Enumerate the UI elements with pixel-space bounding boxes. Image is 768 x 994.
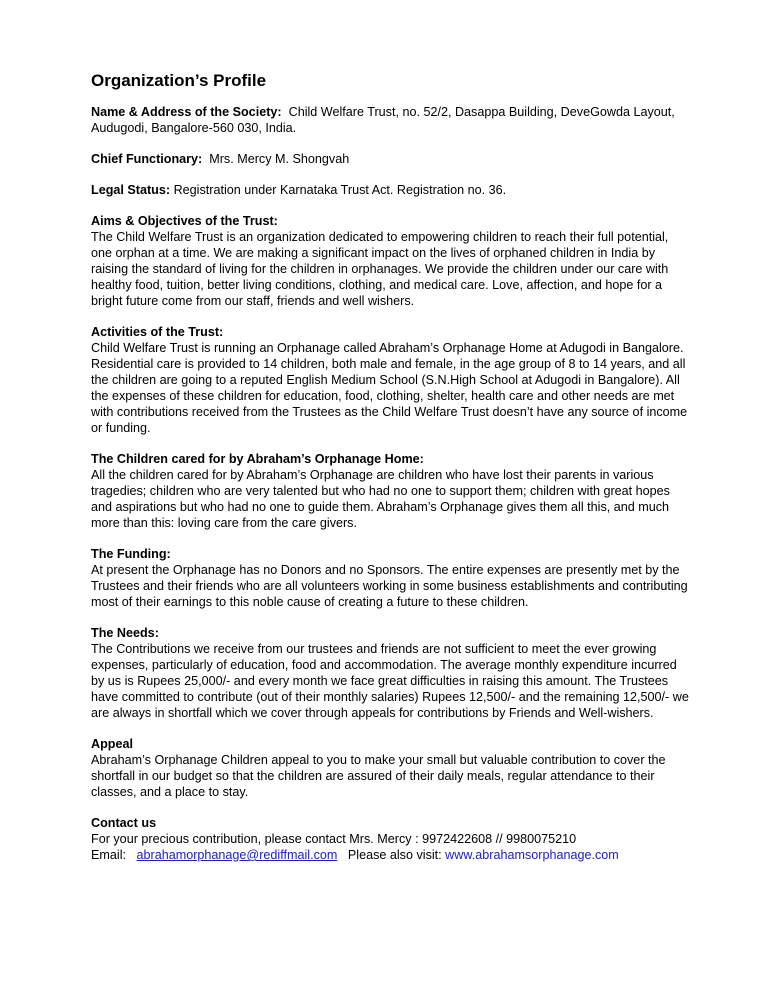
page-title: Organization’s Profile <box>91 71 267 90</box>
aims-heading: Aims & Objectives of the Trust: <box>91 214 278 228</box>
email-label: Email: <box>91 848 126 862</box>
funding-heading: The Funding: <box>91 547 171 561</box>
name-address-section <box>91 104 691 136</box>
aims-section <box>91 213 691 309</box>
website-link[interactable]: www.abrahamsorphanage.com <box>445 848 619 862</box>
activities-heading: Activities of the Trust: <box>91 325 224 339</box>
funding-section <box>91 546 691 610</box>
legal-section <box>91 182 691 198</box>
chief-label: Chief Functionary: <box>91 152 203 166</box>
needs-body: The Contributions we receive from our trustees and friends are not sufficient to meet the ever growing expenses, particularly of education, food and accommodation. The average monthly expenditure incurred by us is Rupees 25,000/- and every month we face great difficulties in raising this amount. The Trustees have committed to contribute (out of their monthly salaries) Rupees 12,500/- and the remaining 12,500/- we are always in shortfall which we cover through appeals for contributions by Friends and Well-wishers. <box>91 642 689 720</box>
children-section <box>91 451 691 531</box>
contact-line: For your precious contribution, please contact Mrs. Mercy : 9972422608 // 9980075210 <box>91 832 577 846</box>
needs-section <box>91 625 691 721</box>
chief-section <box>91 151 691 167</box>
legal-label: Legal Status: <box>91 183 171 197</box>
appeal-body: Abraham’s Orphanage Children appeal to you to make your small but valuable contribution to cover the shortfall in our budget so that the children are assured of their daily meals, regular attendance to their classes, and a place to stay. <box>91 753 666 799</box>
name-address-label: Name & Address of the Society: <box>91 105 282 119</box>
appeal-section <box>91 736 691 800</box>
legal-value: Registration under Karnataka Trust Act. Registration no. 36. <box>173 183 507 197</box>
contact-section <box>91 815 691 863</box>
document-page <box>91 70 691 863</box>
aims-body: The Child Welfare Trust is an organization dedicated to empowering children to reach their full potential, one orphan at a time. We are making a significant impact on the lives of orphaned children in India by raising the standard of living for the children in orphanages. We provide the children under our care with healthy food, tuition, better living conditions, clothing, and medical care. Love, affection, and hope for a bright future come from our staff, friends and well wishers. <box>91 230 669 308</box>
children-heading: The Children cared for by Abraham’s Orphanage Home: <box>91 452 424 466</box>
name-address-value: Child Welfare Trust, no. 52/2, Dasappa Building, DeveGowda Layout, Audugodi, Bangalore-560 030, India. <box>91 105 675 135</box>
visit-label: Please also visit: <box>347 848 442 862</box>
email-link[interactable]: abrahamorphanage@rediffmail.com <box>136 848 338 862</box>
activities-section <box>91 324 691 436</box>
chief-value: Mrs. Mercy M. Shongvah <box>209 152 350 166</box>
needs-heading: The Needs: <box>91 626 159 640</box>
contact-heading: Contact us <box>91 816 157 830</box>
activities-body: Child Welfare Trust is running an Orphanage called Abraham’s Orphanage Home at Adugodi in Bangalore. Residential care is provided to 14 children, both male and female, in the age group of 8 to 14 years, and all the children are going to a reputed English Medium School (S.N.High School at Adugodi in Bangalore). All the expenses of these children for education, food, clothing, shelter, health care and other needs are met with contributions received from the Trustees as the Child Welfare Trust doesn’t have any source of income or funding. <box>91 341 688 435</box>
children-body: All the children cared for by Abraham’s Orphanage are children who have lost their parents in various tragedies; children who are very talented but who had no one to support them; children with great hopes and aspirations but who had no one to guide them. Abraham’s Orphanage gives them all this, and much more than this: loving care from the care givers. <box>91 468 670 530</box>
appeal-heading: Appeal <box>91 737 133 751</box>
funding-body: At present the Orphanage has no Donors and no Sponsors. The entire expenses are presently met by the Trustees and their friends who are all volunteers working in some business establishments and contributing most of their earnings to this noble cause of creating a future to these children. <box>91 563 688 609</box>
